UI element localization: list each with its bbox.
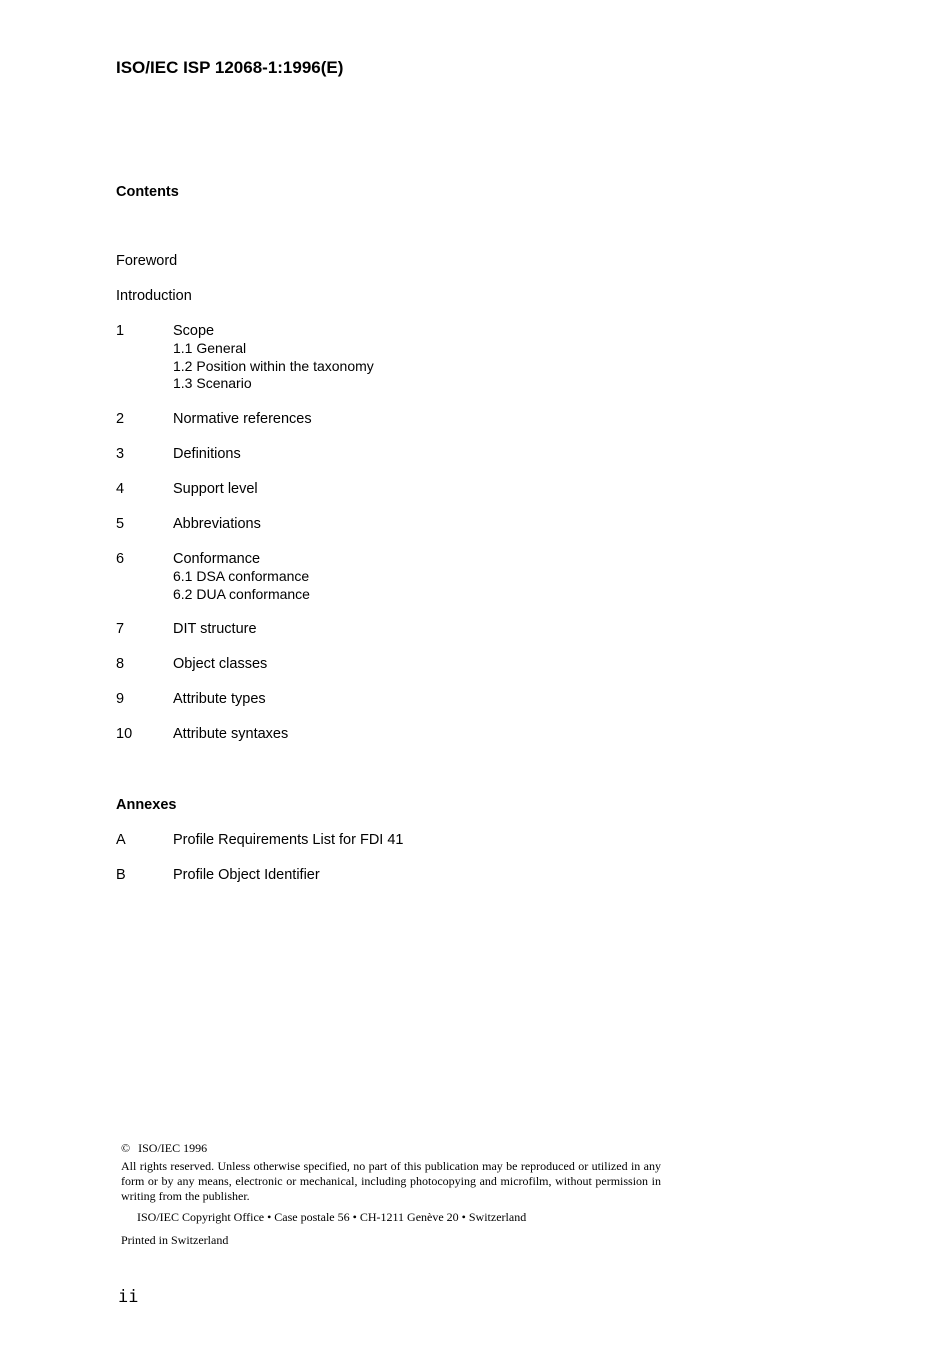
toc-number: 9 xyxy=(116,691,125,707)
toc-foreword: Foreword xyxy=(116,253,178,269)
annex-letter: B xyxy=(116,867,126,883)
toc-introduction: Introduction xyxy=(116,288,192,304)
toc-number: 4 xyxy=(116,481,125,497)
toc-title: Normative references xyxy=(173,411,312,427)
toc-number: 7 xyxy=(116,621,125,637)
annex-title: Profile Requirements List for FDI 41 xyxy=(173,832,404,848)
annex-letter: A xyxy=(116,832,126,848)
toc-subentry: 1.3 Scenario xyxy=(173,375,252,391)
copyright-holder: ISO/IEC 1996 xyxy=(138,1141,208,1155)
toc-number: 3 xyxy=(116,446,125,462)
copyright-office-address: ISO/IEC Copyright Office • Case postale 56 • CH-1211 Genève 20 • Switzerland xyxy=(137,1210,527,1224)
rights-statement: All rights reserved. Unless otherwise specified, no part of this publication may be reproduced or utilized in any form or by any means, electronic or mechanical, including photocopying and microfilm, without permission in writing from the publisher. xyxy=(121,1159,661,1203)
toc-title: Object classes xyxy=(173,656,268,672)
toc-subentry: 1.1 General xyxy=(173,340,247,356)
toc-title: DIT structure xyxy=(173,621,257,637)
toc-title: Abbreviations xyxy=(173,516,261,532)
annex-title: Profile Object Identifier xyxy=(173,867,320,883)
toc-number: 6 xyxy=(116,551,125,567)
toc-subentry: 1.2 Position within the taxonomy xyxy=(173,357,374,374)
contents-heading: Contents xyxy=(116,184,179,200)
toc-title: Support level xyxy=(173,481,258,497)
copyright-icon: © xyxy=(121,1141,131,1155)
copyright-line xyxy=(121,1141,207,1156)
toc-title: Conformance xyxy=(173,551,261,567)
annexes-heading: Annexes xyxy=(116,797,177,813)
printed-in: Printed in Switzerland xyxy=(121,1233,229,1247)
toc-subentry: 6.1 DSA conformance xyxy=(173,568,310,584)
toc-number: 2 xyxy=(116,411,125,427)
toc-number: 10 xyxy=(116,726,133,742)
toc-title: Attribute types xyxy=(173,691,266,707)
toc-number: 5 xyxy=(116,516,125,532)
page-number: ii xyxy=(118,1287,139,1307)
toc-title: Definitions xyxy=(173,446,241,462)
toc-title: Attribute syntaxes xyxy=(173,726,289,742)
document-header: ISO/IEC ISP 12068-1:1996(E) xyxy=(116,58,344,77)
toc-number: 8 xyxy=(116,656,125,672)
toc-subentry: 6.2 DUA conformance xyxy=(173,585,310,602)
toc-title: Scope xyxy=(173,323,215,339)
toc-number: 1 xyxy=(116,323,125,339)
